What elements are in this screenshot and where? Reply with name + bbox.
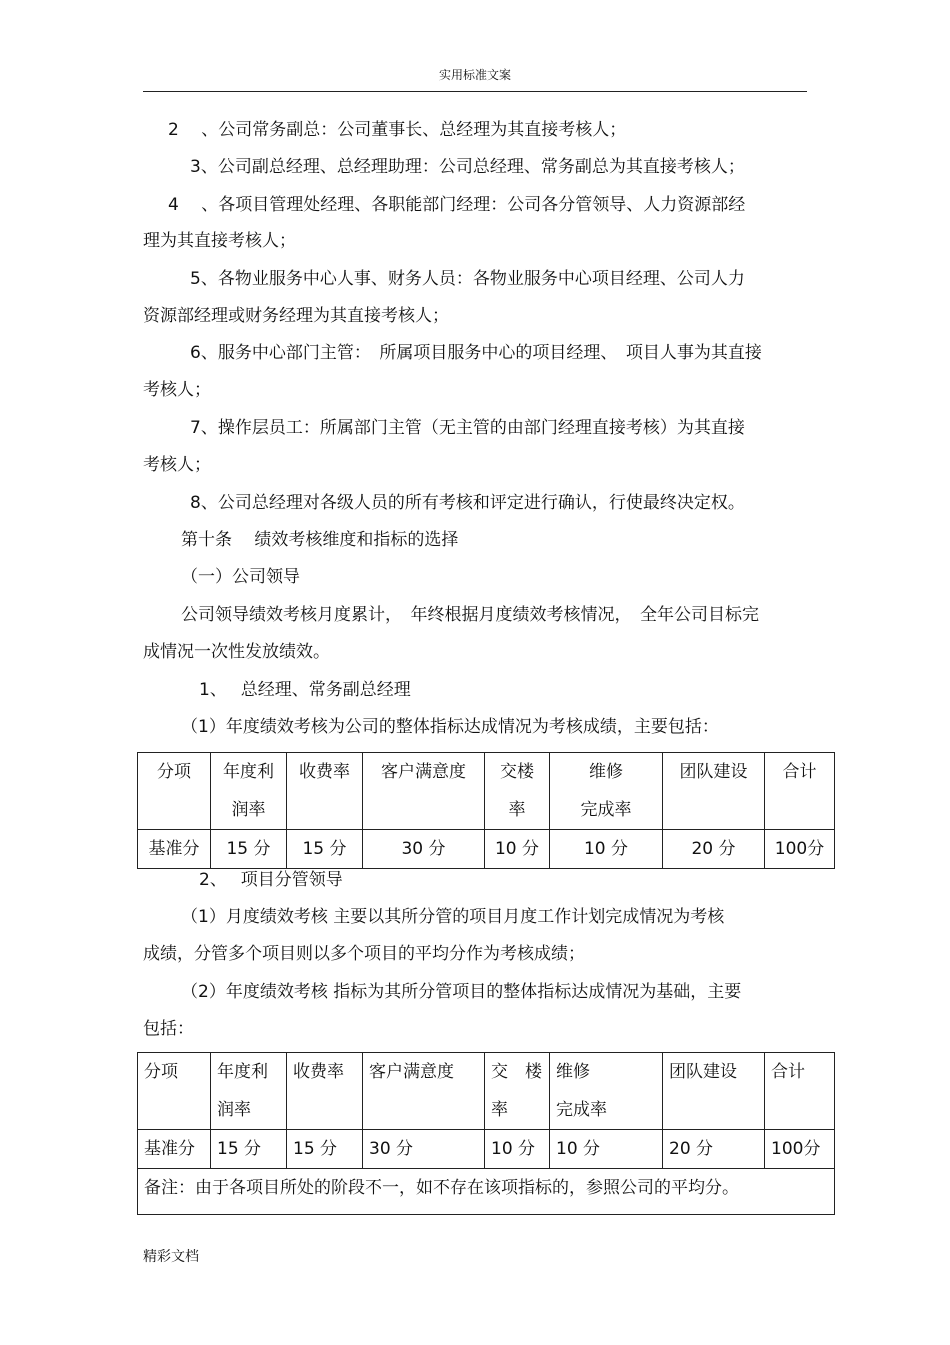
- header-cell: 团队建设: [663, 1053, 765, 1130]
- article-10-heading: 第十条 绩效考核维度和指标的选择: [181, 530, 459, 550]
- line-8: 考核人；: [143, 380, 211, 400]
- header-cell: 合计: [765, 753, 835, 830]
- line-22: 包括：: [143, 1019, 194, 1039]
- table-cell: 100分: [765, 1130, 835, 1169]
- table-cell: 15 分: [287, 1130, 363, 1169]
- subheading-2: 2、 项目分管领导: [199, 870, 343, 890]
- header-cell: 分项: [138, 753, 211, 830]
- table-2-score-row: [138, 1130, 835, 1169]
- line-10: 考核人；: [143, 455, 211, 475]
- header-cell: 客户满意度: [363, 753, 485, 830]
- table-cell: 10 分: [485, 830, 550, 869]
- section-heading-1: （一）公司领导: [181, 567, 300, 587]
- table-cell: 100分: [765, 830, 835, 869]
- line-21: （2）年度绩效考核 指标为其所分管项目的整体指标达成情况为基础，主要: [181, 982, 742, 1002]
- line-19: （1）月度绩效考核 主要以其所分管的项目月度工作计划完成情况为考核: [181, 907, 725, 927]
- line-6: 资源部经理或财务经理为其直接考核人；: [143, 306, 449, 326]
- table-cell: 基准分: [138, 830, 211, 869]
- line-11: 8、公司总经理对各级人员的所有考核和评定进行确认，行使最终决定权。: [190, 493, 745, 513]
- table-1-score-row: [138, 830, 835, 869]
- table-cell: 10 分: [485, 1130, 550, 1169]
- line-17: （1）年度绩效考核为公司的整体指标达成情况为考核成绩，主要包括：: [181, 717, 719, 737]
- table-cell: 20 分: [663, 1130, 765, 1169]
- line-20: 成绩，分管多个项目则以多个项目的平均分作为考核成绩；: [143, 944, 585, 964]
- subheading-1: 1、 总经理、常务副总经理: [199, 680, 411, 700]
- header-cell: 交 楼 率: [485, 1053, 550, 1130]
- table-cell: 15 分: [211, 1130, 287, 1169]
- page-header: 实用标准文案: [438, 68, 511, 82]
- header-cell: 维修 完成率: [550, 1053, 663, 1130]
- header-cell: 年度利 润率: [211, 1053, 287, 1130]
- line-9: 7、操作层员工：所属部门主管（无主管的由部门经理直接考核）为其直接: [190, 418, 745, 438]
- line-14: 公司领导绩效考核月度累计， 年终根据月度绩效考核情况， 全年公司目标完: [181, 605, 759, 625]
- header-cell: 收费率: [287, 753, 363, 830]
- table-2-header-row: [138, 1053, 835, 1130]
- table-2-note-row: [138, 1169, 835, 1215]
- table-1: [137, 752, 835, 869]
- header-rule: [143, 91, 807, 92]
- header-cell: 交楼 率: [485, 753, 550, 830]
- line-1: 2 、公司常务副总：公司董事长、总经理为其直接考核人；: [168, 120, 627, 140]
- table-cell: 15 分: [287, 830, 363, 869]
- line-15: 成情况一次性发放绩效。: [143, 642, 330, 662]
- table-cell: 30 分: [363, 830, 485, 869]
- line-2: 3、公司副总经理、总经理助理：公司总经理、常务副总为其直接考核人；: [190, 157, 745, 177]
- table-1-header-row: [138, 753, 835, 830]
- line-4: 理为其直接考核人；: [143, 231, 296, 251]
- page-footer: 精彩文档: [143, 1249, 199, 1265]
- table-note: 备注：由于各项目所处的阶段不一，如不存在该项指标的，参照公司的平均分。: [138, 1169, 835, 1215]
- table-cell: 30 分: [363, 1130, 485, 1169]
- header-cell: 团队建设: [663, 753, 765, 830]
- line-3: 4 、各项目管理处经理、各职能部门经理：公司各分管领导、人力资源部经: [168, 195, 746, 215]
- table-cell: 基准分: [138, 1130, 211, 1169]
- table-cell: 10 分: [550, 830, 663, 869]
- header-cell: 维修 完成率: [550, 753, 663, 830]
- table-cell: 10 分: [550, 1130, 663, 1169]
- line-5: 5、各物业服务中心人事、财务人员：各物业服务中心项目经理、公司人力: [190, 269, 745, 289]
- table-cell: 20 分: [663, 830, 765, 869]
- header-cell: 收费率: [287, 1053, 363, 1130]
- header-cell: 合计: [765, 1053, 835, 1130]
- table-2: [137, 1052, 835, 1215]
- table-cell: 15 分: [211, 830, 287, 869]
- header-cell: 分项: [138, 1053, 211, 1130]
- line-7: 6、服务中心部门主管： 所属项目服务中心的项目经理、 项目人事为其直接: [190, 343, 762, 363]
- header-cell: 客户满意度: [363, 1053, 485, 1130]
- header-cell: 年度利 润率: [211, 753, 287, 830]
